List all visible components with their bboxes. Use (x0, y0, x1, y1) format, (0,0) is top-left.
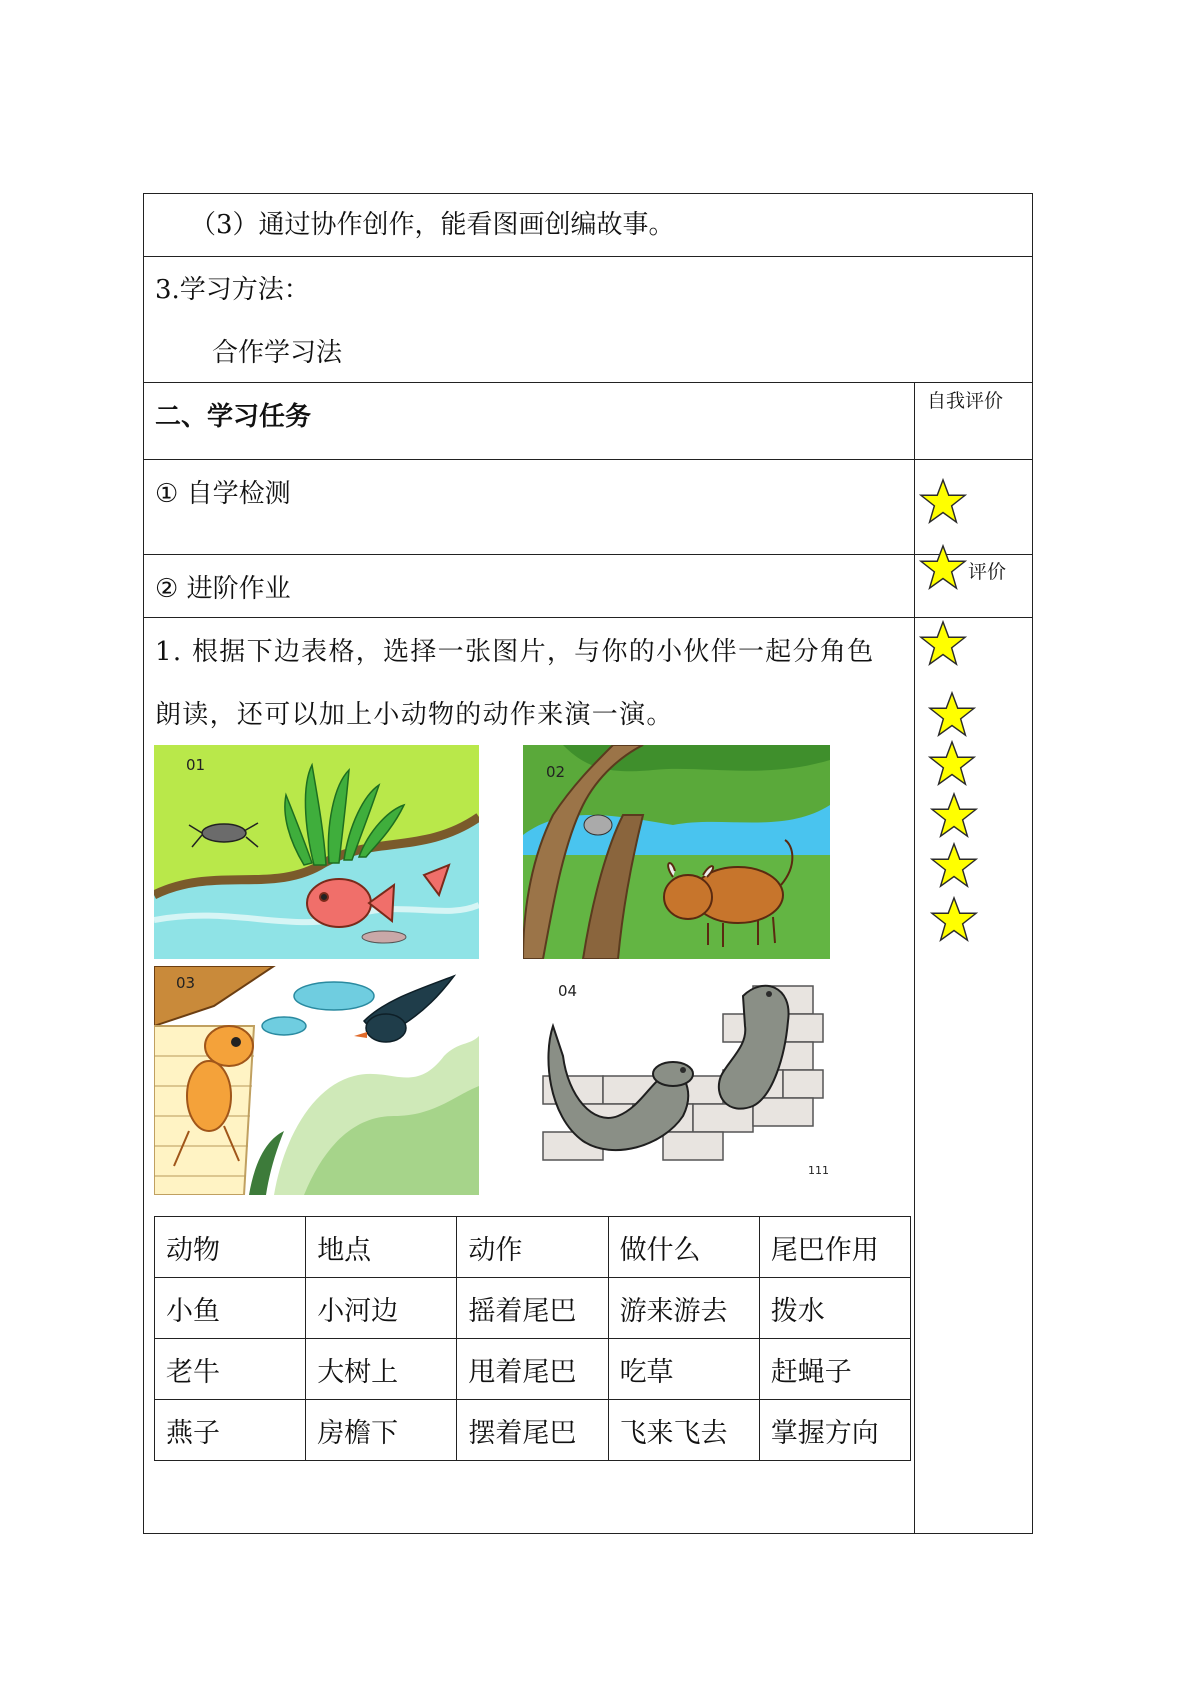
row-divider (143, 459, 1033, 460)
table-cell: 甩着尾巴 (457, 1339, 608, 1400)
peer-evaluation-label: 评价 (968, 561, 1007, 583)
table-header-cell: 动作 (457, 1217, 608, 1278)
star-icon (928, 740, 976, 788)
table-cell: 大树上 (306, 1339, 457, 1400)
table-cell: 老牛 (155, 1339, 306, 1400)
table-header-cell: 动物 (155, 1217, 306, 1278)
table-cell: 游来游去 (608, 1278, 759, 1339)
table-header-cell: 尾巴作用 (759, 1217, 910, 1278)
picture-label: 04 (558, 982, 578, 1000)
page-number: 111 (808, 1164, 829, 1177)
methods-heading: 3.学习方法： (155, 275, 310, 305)
evaluation-column-divider (914, 382, 915, 1534)
table-cell: 房檐下 (306, 1400, 457, 1461)
table-header-cell: 做什么 (608, 1217, 759, 1278)
tasks-heading: 二、学习任务 (155, 402, 312, 432)
instruction-line-2: 朗读，还可以加上小动物的动作来演一演。 (155, 700, 674, 730)
row-divider (143, 256, 1033, 257)
table-cell: 拨水 (759, 1278, 910, 1339)
self-evaluation-label: 自我评价 (927, 390, 1004, 412)
star-icon (919, 620, 967, 668)
picture-swallow-house (154, 966, 479, 1195)
star-icon (930, 792, 978, 840)
star-icon (919, 478, 967, 526)
picture-ox-tree (523, 745, 830, 959)
picture-geckos-wall (523, 966, 830, 1195)
table-row (155, 1400, 911, 1461)
table-cell: 摇着尾巴 (457, 1278, 608, 1339)
row-divider (143, 617, 1033, 618)
table-cell: 掌握方向 (759, 1400, 910, 1461)
instruction-line-1: 1. 根据下边表格，选择一张图片，与你的小伙伴一起分角色 (155, 637, 875, 667)
picture-label: 03 (176, 974, 196, 992)
picture-fish-river (154, 745, 479, 959)
star-icon (930, 896, 978, 944)
table-cell: 飞来飞去 (608, 1400, 759, 1461)
table-header-cell: 地点 (306, 1217, 457, 1278)
objective-3-text: （3）通过协作创作，能看图画创编故事。 (190, 210, 675, 240)
picture-label: 02 (546, 763, 566, 781)
table-cell: 小河边 (306, 1278, 457, 1339)
table-row (155, 1278, 911, 1339)
star-icon (928, 691, 976, 739)
advanced-homework-label: ② 进阶作业 (155, 574, 291, 604)
picture-label: 01 (186, 756, 206, 774)
table-row (155, 1339, 911, 1400)
table-cell: 摆着尾巴 (457, 1400, 608, 1461)
table-cell: 赶蝇子 (759, 1339, 910, 1400)
methods-item: 合作学习法 (212, 338, 343, 368)
row-divider (143, 382, 1033, 383)
table-cell: 燕子 (155, 1400, 306, 1461)
star-icon (919, 544, 967, 592)
table-cell: 小鱼 (155, 1278, 306, 1339)
star-icon (930, 842, 978, 890)
table-cell: 吃草 (608, 1339, 759, 1400)
animals-table (154, 1216, 911, 1461)
self-check-label: ① 自学检测 (155, 479, 291, 509)
table-header-row (155, 1217, 911, 1278)
row-divider (143, 554, 1033, 555)
